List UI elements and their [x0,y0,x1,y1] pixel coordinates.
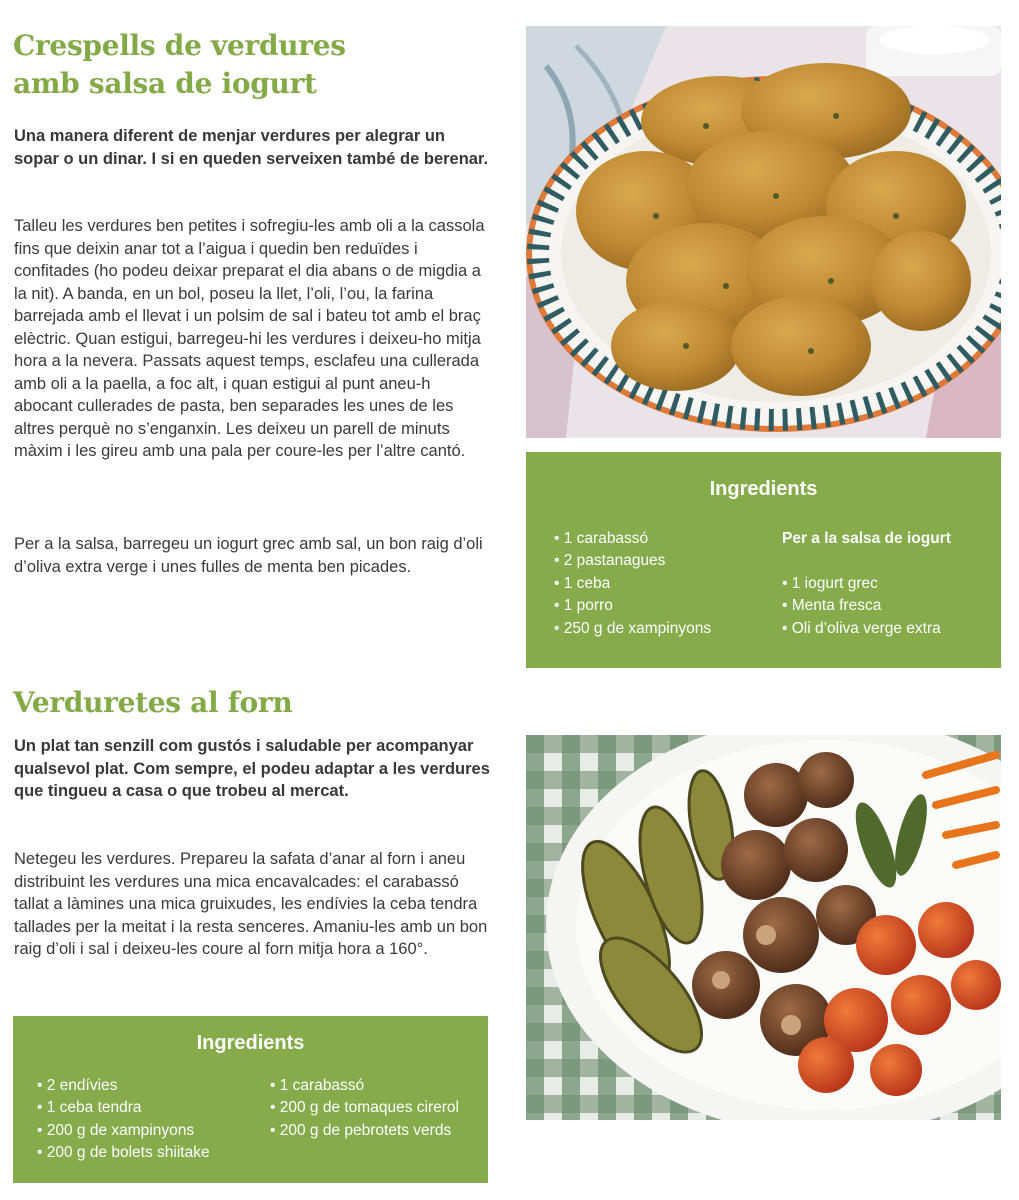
recipe1-ingredients-left [554,528,774,640]
ingredient-item: • 1 ceba [554,573,774,595]
ingredient-item: • 200 g de tomaques cirerol [270,1097,475,1119]
recipe1-ingredients-title: Ingredients [709,478,818,500]
ingredient-item: • Oli d’oliva verge extra [782,618,992,640]
ingredient-item: • 1 carabassó [270,1075,475,1097]
recipe2-lead: Un plat tan senzill com gustós i saludable per acompanyar qualsevol plat. Com sempre, el podeu adaptar a les verdures que tingueu a casa o que trobeu al mercat. [14,737,490,800]
recipe2-ingredients-box [13,1016,488,1183]
ingredient-item: • 200 g de pebrotets verds [270,1120,475,1142]
ingredient-item: • 200 g de xampinyons [37,1120,262,1142]
ingredient-item: • 1 iogurt grec [782,573,992,595]
recipe2-title: Verduretes al forn [13,686,293,719]
recipe1-paragraph-1: Talleu les verdures ben petites i sofregiu-les amb oli a la cassola fins que deixin anar tot a l’aigua i quedin ben reduïdes i confitades (ho podeu deixar preparat el dia abans o de migdia a la nit). A banda, en un bol, poseu la llet, l’oli, l’ou, la farina barrejada amb el llevat i un polsim de sal i bateu tot amb el braç elèctric. Quan estigui, barregeu-hi les verdures i deixeu-ho mitja hora a la nevera. Passats aquest temps, esclafeu una cullerada amb oli a la paella, a foc alt, i quan estigui al punt aneu-h abocant cullerades de pasta, ben separades les unes de les altres perquè no s’enganxin. Les deixeu un parell de minuts màxim i les gireu amb una pala per coure-les per l’altre cantó. [14,217,485,460]
recipe1-sauce-ingredients [782,528,992,640]
recipe1-ingredients-box [526,452,1001,668]
ingredient-item: • 2 endívies [37,1075,262,1097]
recipe2-ingredients-right [270,1075,475,1142]
recipe2-ingredients-title: Ingredients [196,1032,305,1054]
recipe1-title-line1: Crespells de verdures [13,29,346,62]
recipe1-paragraph-2: Per a la salsa, barregeu un iogurt grec amb sal, un bon raig d’oli d’oliva extra verge i unes fulles de menta ben picades. [14,535,483,576]
ingredient-item: • 2 pastanagues [554,550,774,572]
recipe1-title [13,27,493,103]
roasted-vegetables-photo [526,735,1001,1120]
ingredient-item: • Menta fresca [782,595,992,617]
recipe1-lead: Una manera diferent de menjar verdures per alegrar un sopar o un dinar. I si en queden serveixen també de berenar. [14,127,489,168]
ingredient-item: • 1 porro [554,595,774,617]
ingredient-item: • 200 g de bolets shiitake [37,1142,262,1164]
fritters-photo [526,26,1001,438]
recipe2-paragraph-1: Netegeu les verdures. Prepareu la safata d’anar al forn i aneu distribuint les verdures una mica encavalcades: el carabassó tallat a làmines una mica gruixudes, les endívies la ceba tendra tallades per la meitat i la resta senceres. Amaniu-les amb un bon raig d’oli i sal i deixeu-les coure al forn mitja hora a 160°. [14,850,488,958]
ingredient-item: • 250 g de xampinyons [554,618,774,640]
ingredient-item: • 1 carabassó [554,528,774,550]
recipe2-ingredients-left [37,1075,262,1165]
ingredient-item: • 1 ceba tendra [37,1097,262,1119]
sauce-title: Per a la salsa de iogurt [782,530,951,547]
recipe1-title-line2: amb salsa de iogurt [13,67,317,100]
